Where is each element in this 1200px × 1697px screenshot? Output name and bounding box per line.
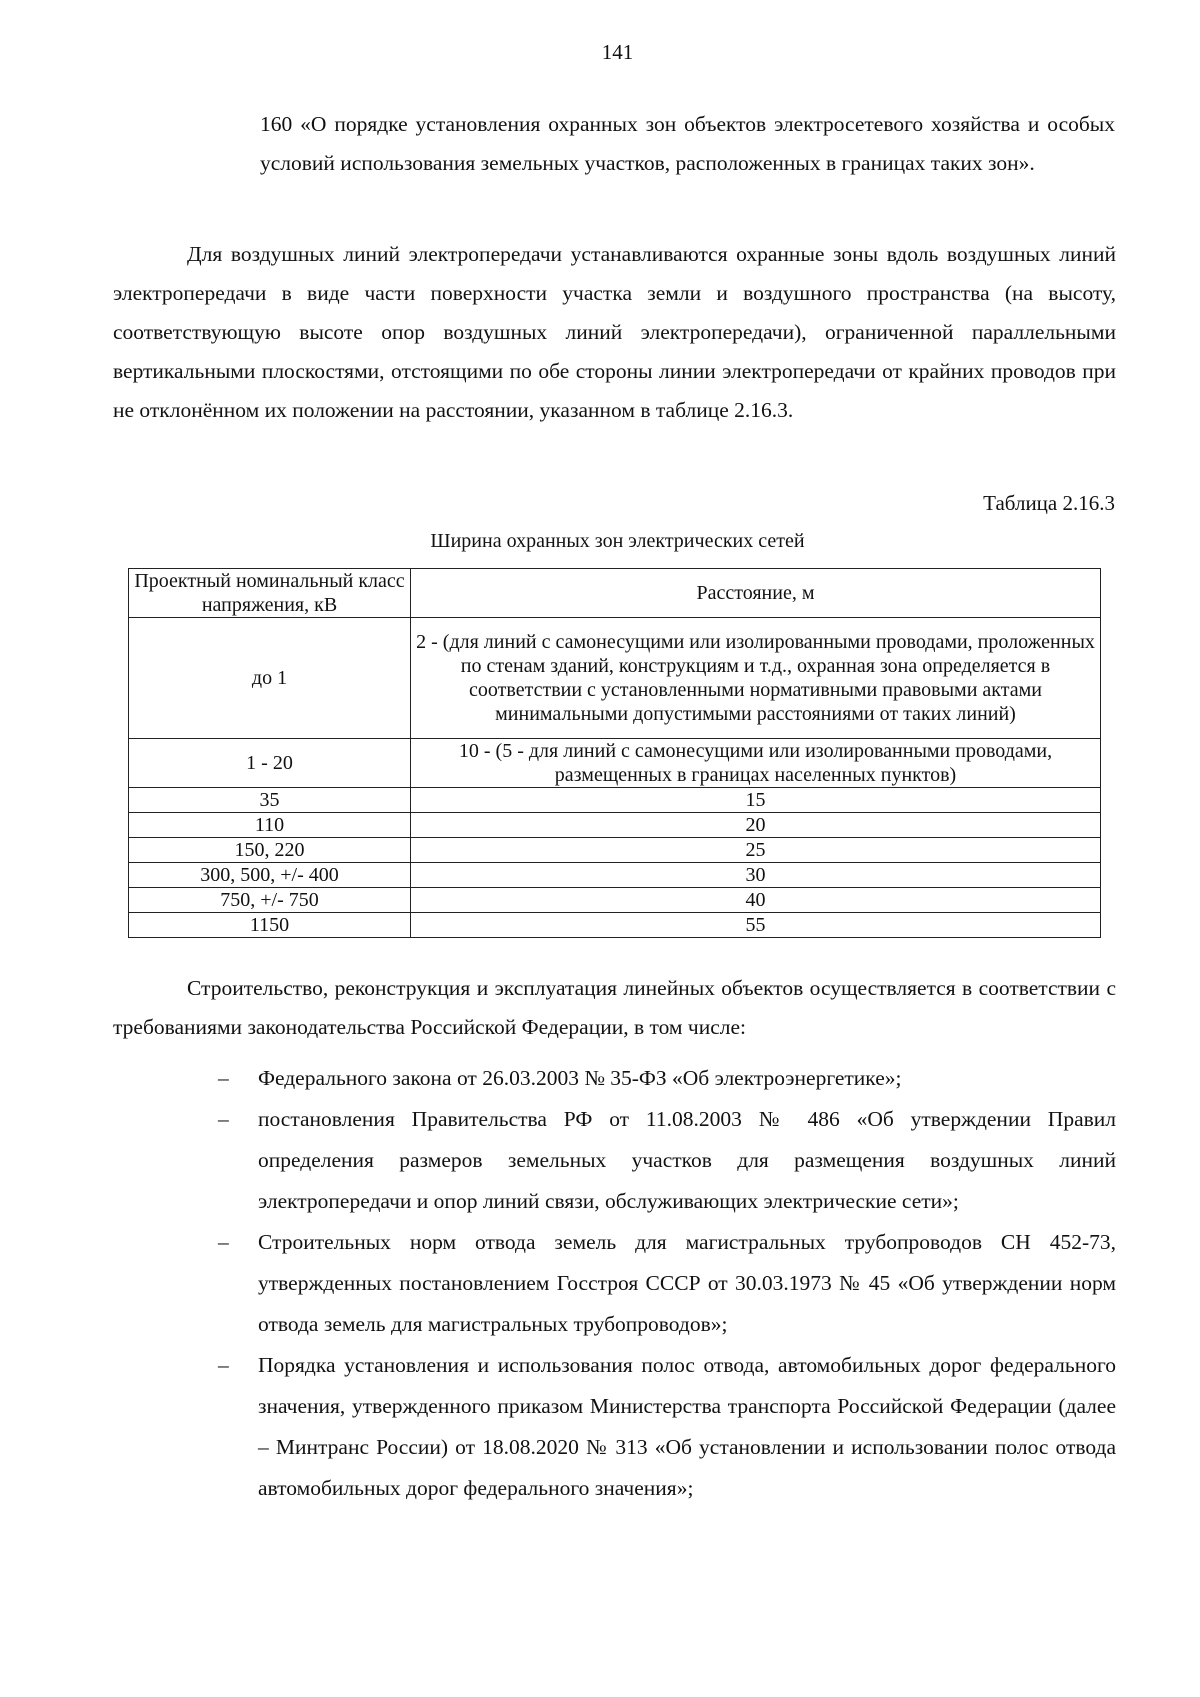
table-row — [129, 739, 1101, 788]
cell-voltage: 150, 220 — [129, 838, 411, 863]
cell-voltage: до 1 — [129, 618, 411, 739]
cell-voltage: 750, +/- 750 — [129, 888, 411, 913]
table-row — [129, 788, 1101, 813]
list-item-text: Порядка установления и использования полос отвода, автомобильных дорог федерального значения, утвержденного приказом Министерства транспорта Российской Федерации (далее – Минтранс России) от 18.08.2020 № 313 «Об установлении и использовании полос отвода автомобильных дорог федерального значения»; — [258, 1353, 1116, 1500]
cell-voltage: 1150 — [129, 913, 411, 938]
cell-voltage: 300, 500, +/- 400 — [129, 863, 411, 888]
list-item-text: Федерального закона от 26.03.2003 № 35-ФЗ «Об электроэнергетике»; — [258, 1066, 902, 1090]
continued-paragraph: 160 «О порядке установления охранных зон объектов электросетевого хозяйства и особых условий использования земельных участков, расположенных в границах таких зон». — [260, 112, 1115, 175]
cell-distance: 25 — [411, 838, 1101, 863]
list-item-text: Строительных норм отвода земель для магистральных трубопроводов СН 452-73, утвержденных постановлением Госстроя СССР от 30.03.1973 № 45 «Об утверждении норм отвода земель для магистральных трубопроводов»; — [258, 1230, 1116, 1336]
table-row — [129, 888, 1101, 913]
dash-marker: – — [218, 1230, 229, 1254]
table-row — [129, 913, 1101, 938]
list-item-text: постановления Правительства РФ от 11.08.2003 № 486 «Об утверждении Правил определения размеров земельных участков для размещения воздушных линий электропередачи и опор линий связи, обслуживающих электрические сети»; — [258, 1107, 1116, 1213]
page-number: 141 — [601, 40, 634, 64]
cell-voltage: 35 — [129, 788, 411, 813]
table-label: Таблица 2.16.3 — [983, 491, 1115, 515]
table-row — [129, 838, 1101, 863]
paragraph-construction: Строительство, реконструкция и эксплуатация линейных объектов осуществляется в соответствии с требованиями законодательства Российской Федерации, в том числе: — [113, 976, 1116, 1039]
cell-distance: 30 — [411, 863, 1101, 888]
list-item — [218, 1058, 1116, 1099]
cell-voltage: 110 — [129, 813, 411, 838]
table-row — [129, 863, 1101, 888]
table-row — [129, 618, 1101, 739]
header-distance: Расстояние, м — [411, 569, 1101, 618]
cell-voltage: 1 - 20 — [129, 739, 411, 788]
cell-distance: 10 - (5 - для линий с самонесущими или изолированными проводами, размещенных в границах населенных пунктов) — [411, 739, 1101, 788]
cell-distance: 20 — [411, 813, 1101, 838]
table-header-row — [129, 569, 1101, 618]
legal-acts-list — [218, 1058, 1116, 1509]
table-title: Ширина охранных зон электрических сетей — [430, 530, 805, 552]
table-row — [129, 813, 1101, 838]
cell-distance: 55 — [411, 913, 1101, 938]
cell-distance: 15 — [411, 788, 1101, 813]
dash-marker: – — [218, 1107, 229, 1131]
list-item — [218, 1345, 1116, 1509]
cell-distance: 2 - (для линий с самонесущими или изолированными проводами, проложенных по стенам зданий, конструкциям и т.д., охранная зона определяется в соответствии с установленными нормативными правовыми актами минимальными допустимыми расстояниями от таких линий) — [411, 618, 1101, 739]
header-voltage-class: Проектный номинальный класс напряжения, кВ — [129, 569, 411, 618]
paragraph-protection-zones: Для воздушных линий электропередачи устанавливаются охранные зоны вдоль воздушных линий электропередачи в виде части поверхности участка земли и воздушного пространства (на высоту, соответствующую высоте опор воздушных линий электропередачи), ограниченной параллельными вертикальными плоскостями, отстоящими по обе стороны линии электропередачи от крайних проводов при не отклонённом их положении на расстоянии, указанном в таблице 2.16.3. — [113, 242, 1116, 422]
list-item — [218, 1099, 1116, 1222]
protection-zones-table — [128, 568, 1101, 938]
dash-marker: – — [218, 1353, 229, 1377]
dash-marker: – — [218, 1066, 229, 1090]
list-item — [218, 1222, 1116, 1345]
cell-distance: 40 — [411, 888, 1101, 913]
